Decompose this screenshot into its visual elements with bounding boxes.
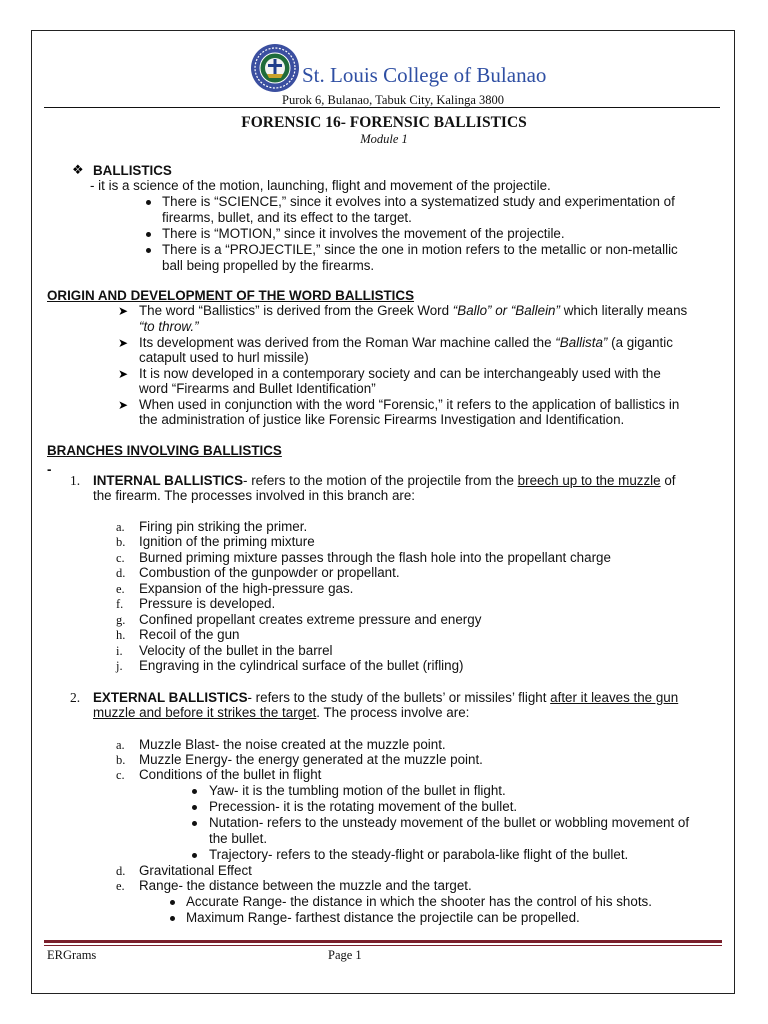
origin-heading: ORIGIN AND DEVELOPMENT OF THE WORD BALLISTICS — [47, 288, 414, 303]
list-letter: b. — [116, 753, 126, 767]
origin-item-1-line-2: “to throw.” — [139, 319, 199, 334]
bullet-dot — [146, 200, 151, 205]
origin-item-2-line-2: catapult used to hurl missile) — [139, 350, 309, 365]
college-name: St. Louis College of Bulanao — [302, 63, 547, 87]
footer-rule — [44, 940, 722, 943]
ballistics-bullet-1-line-1: There is “SCIENCE,” since it evolves into a systematized study and experimentation of — [162, 194, 675, 209]
list-letter: j. — [116, 659, 123, 673]
origin-item-1-line-1: The word “Ballistics” is derived from the Greek Word “Ballo” or “Ballein” which literally means — [139, 303, 688, 318]
external-number: 2. — [70, 690, 81, 705]
list-item: Gravitational Effect — [139, 863, 252, 878]
list-letter: e. — [116, 582, 125, 596]
bullet-dot — [192, 805, 197, 810]
sub-list-item: Trajectory- refers to the steady-flight or parabola-like flight of the bullet. — [209, 847, 629, 862]
bullet-dot — [192, 821, 197, 826]
bullet-dot — [192, 853, 197, 858]
list-item: Muzzle Blast- the noise created at the muzzle point. — [139, 737, 446, 752]
list-item: Burned priming mixture passes through the flash hole into the propellant charge — [139, 550, 611, 565]
list-letter: h. — [116, 628, 126, 642]
ballistics-bullet-3-line-2: ball being propelled by the firearms. — [162, 258, 375, 273]
list-item: Combustion of the gunpowder or propellant. — [139, 565, 400, 580]
sub-list-item: Yaw- it is the tumbling motion of the bullet in flight. — [209, 783, 506, 798]
footer-left-text: ERGrams — [47, 948, 97, 962]
ballistics-definition: - it is a science of the motion, launching, flight and movement of the projectile. — [90, 178, 551, 193]
list-letter: d. — [116, 566, 126, 580]
footer-rule-thin — [44, 945, 722, 946]
bullet-dot — [170, 900, 175, 905]
internal-heading-line-1: INTERNAL BALLISTICS- refers to the motion of the projectile from the breech up to the muzzle of — [93, 473, 676, 488]
sub-list-item: Accurate Range- the distance in which the shooter has the control of his shots. — [186, 894, 652, 909]
ballistics-bullet-2: There is “MOTION,” since it involves the movement of the projectile. — [162, 226, 565, 241]
list-letter: e. — [116, 879, 125, 893]
arrow-bullet-icon: ➤ — [118, 398, 129, 412]
list-item: Pressure is developed. — [139, 596, 276, 611]
sub-list-item: Nutation- refers to the unsteady movement of the bullet or wobbling movement of — [209, 815, 690, 830]
list-item: Firing pin striking the primer. — [139, 519, 308, 534]
list-letter: c. — [116, 551, 125, 565]
list-item: Recoil of the gun — [139, 627, 240, 642]
list-letter: c. — [116, 768, 125, 782]
header-rule — [44, 107, 720, 108]
list-letter: a. — [116, 738, 125, 752]
list-item: Velocity of the bullet in the barrel — [139, 643, 333, 658]
list-item: Conditions of the bullet in flight — [139, 767, 322, 782]
list-letter: i. — [116, 644, 123, 658]
course-title: FORENSIC 16- FORENSIC BALLISTICS — [241, 114, 527, 131]
origin-item-4-line-2: the administration of justice like Forensic Firearms Investigation and Identification. — [139, 412, 625, 427]
origin-item-3-line-1: It is now developed in a contemporary society and can be interchangeably used with the — [139, 366, 661, 381]
branches-dash: - — [47, 462, 52, 477]
list-item: Engraving in the cylindrical surface of the bullet (rifling) — [139, 658, 464, 673]
list-item: Confined propellant creates extreme pressure and energy — [139, 612, 482, 627]
list-letter: d. — [116, 864, 126, 878]
college-logo — [250, 43, 300, 93]
bullet-dot — [146, 232, 151, 237]
arrow-bullet-icon: ➤ — [118, 336, 129, 350]
origin-item-3-line-2: word “Firearms and Bullet Identification” — [139, 381, 376, 396]
list-letter: f. — [116, 597, 124, 611]
branches-heading: BRANCHES INVOLVING BALLISTICS — [47, 443, 282, 458]
external-heading-line-1: EXTERNAL BALLISTICS- refers to the study of the bullets’ or missiles’ flight after it leaves the gun — [93, 690, 679, 705]
list-letter: g. — [116, 613, 126, 627]
external-heading-line-2: muzzle and before it strikes the target. The process involve are: — [93, 705, 470, 720]
bullet-dot — [192, 789, 197, 794]
list-item: Range- the distance between the muzzle and the target. — [139, 878, 472, 893]
list-letter: b. — [116, 535, 126, 549]
sub-list-item: Maximum Range- farthest distance the projectile can be propelled. — [186, 910, 580, 925]
diamond-bullet-icon: ❖ — [72, 163, 84, 178]
arrow-bullet-icon: ➤ — [118, 367, 129, 381]
ballistics-bullet-3-line-1: There is a “PROJECTILE,” since the one in motion refers to the metallic or non-metallic — [162, 242, 678, 257]
arrow-bullet-icon: ➤ — [118, 304, 129, 318]
ballistics-bullet-1-line-2: firearms, bullet, and its effect to the target. — [162, 210, 412, 225]
ballistics-heading: BALLISTICS — [93, 163, 172, 178]
origin-item-4-line-1: When used in conjunction with the word “Forensic,” it refers to the application of ballistics in — [139, 397, 680, 412]
internal-heading-line-2: the firearm. The processes involved in this branch are: — [93, 488, 416, 503]
list-letter: a. — [116, 520, 125, 534]
internal-number: 1. — [70, 473, 81, 488]
college-address: Purok 6, Bulanao, Tabuk City, Kalinga 3800 — [282, 93, 505, 107]
list-item: Muzzle Energy- the energy generated at the muzzle point. — [139, 752, 483, 767]
module-label: Module 1 — [360, 132, 408, 146]
list-item: Expansion of the high-pressure gas. — [139, 581, 354, 596]
sub-list-item-continued: the bullet. — [209, 831, 268, 846]
page-number: Page 1 — [328, 948, 362, 962]
bullet-dot — [146, 248, 151, 253]
origin-item-2-line-1: Its development was derived from the Roman War machine called the “Ballista” (a gigantic — [139, 335, 673, 350]
bullet-dot — [170, 916, 175, 921]
list-item: Ignition of the priming mixture — [139, 534, 315, 549]
sub-list-item: Precession- it is the rotating movement of the bullet. — [209, 799, 518, 814]
